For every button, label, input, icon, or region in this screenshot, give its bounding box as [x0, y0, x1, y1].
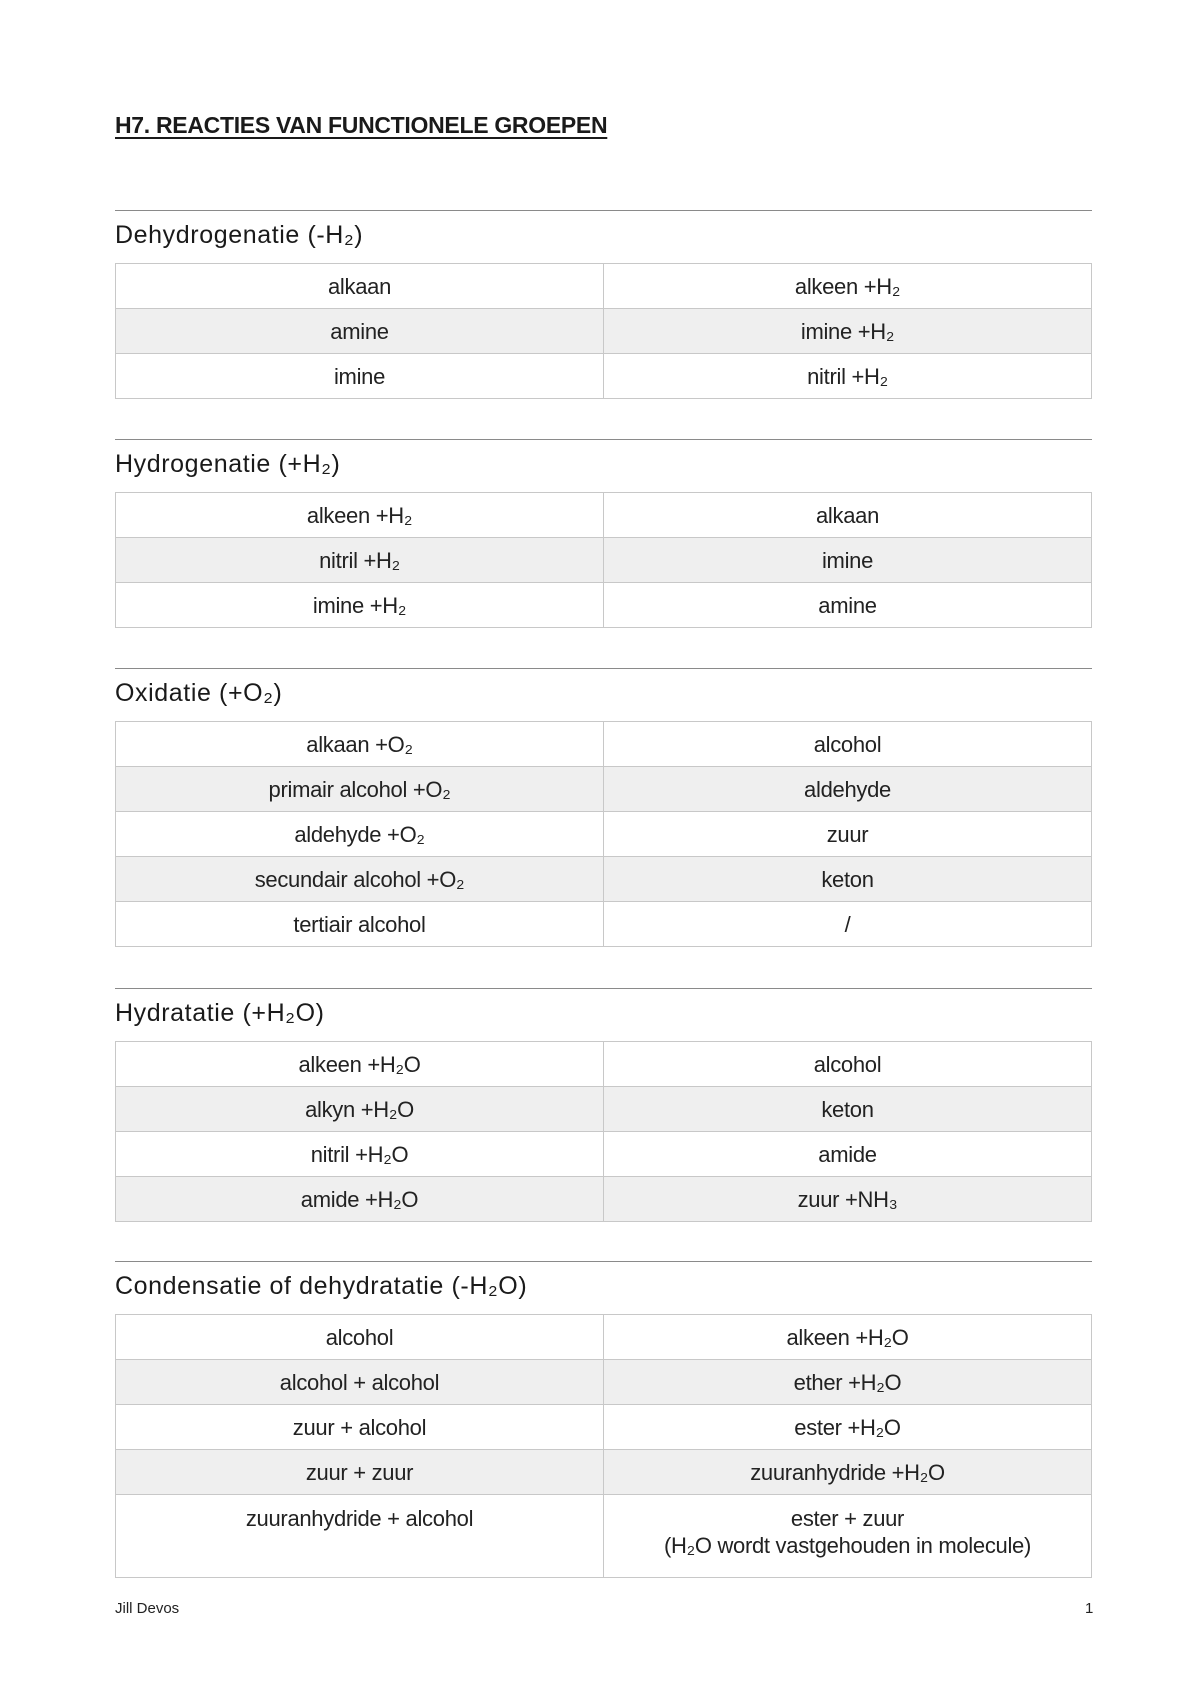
- product-cell: alcohol: [604, 1042, 1092, 1087]
- table-row: [116, 902, 1092, 947]
- product-cell: imine: [604, 538, 1092, 583]
- product-cell: [604, 1495, 1092, 1578]
- table-row: [116, 1177, 1092, 1222]
- product-cell: alkaan: [604, 493, 1092, 538]
- reactant-cell: nitril +H₂: [116, 538, 604, 583]
- reactant-cell: alkyn +H₂O: [116, 1087, 604, 1132]
- product-cell: alkeen +H₂: [604, 264, 1092, 309]
- product-cell: alkeen +H₂O: [604, 1315, 1092, 1360]
- section-hydratatie: [115, 988, 1092, 1222]
- table-row: [116, 722, 1092, 767]
- product-cell: nitril +H₂: [604, 354, 1092, 399]
- reactant-cell: primair alcohol +O₂: [116, 767, 604, 812]
- reaction-table: [115, 263, 1092, 399]
- reaction-table: [115, 1314, 1092, 1578]
- section-oxidatie: [115, 668, 1092, 947]
- table-row: [116, 309, 1092, 354]
- table-row: [116, 1042, 1092, 1087]
- section-heading: Hydrogenatie (+H₂): [115, 450, 341, 478]
- table-row: [116, 1132, 1092, 1177]
- section-heading: Dehydrogenatie (-H₂): [115, 221, 364, 249]
- reactant-cell: secundair alcohol +O₂: [116, 857, 604, 902]
- reactant-cell: amine: [116, 309, 604, 354]
- table-row: [116, 1360, 1092, 1405]
- product-cell: keton: [604, 857, 1092, 902]
- section-dehydrogenatie: [115, 210, 1092, 399]
- reactant-cell: alcohol: [116, 1315, 604, 1360]
- product-cell: zuuranhydride +H₂O: [604, 1450, 1092, 1495]
- reactant-cell: zuur + alcohol: [116, 1405, 604, 1450]
- reactant-cell: alcohol + alcohol: [116, 1360, 604, 1405]
- reactant-cell: imine: [116, 354, 604, 399]
- reactant-cell: zuur + zuur: [116, 1450, 604, 1495]
- reaction-table: [115, 721, 1092, 947]
- table-row: [116, 354, 1092, 399]
- product-cell: imine +H₂: [604, 309, 1092, 354]
- product-cell: ether +H₂O: [604, 1360, 1092, 1405]
- product-cell: /: [604, 902, 1092, 947]
- table-row: [116, 1405, 1092, 1450]
- product-cell: amine: [604, 583, 1092, 628]
- product-cell: ester +H₂O: [604, 1405, 1092, 1450]
- reactant-cell: amide +H₂O: [116, 1177, 604, 1222]
- table-row: [116, 583, 1092, 628]
- section-divider: [115, 668, 1092, 669]
- table-row: [116, 812, 1092, 857]
- table-row: [116, 1315, 1092, 1360]
- reactant-cell: tertiair alcohol: [116, 902, 604, 947]
- reaction-table: [115, 492, 1092, 628]
- product-cell: amide: [604, 1132, 1092, 1177]
- table-row: [116, 538, 1092, 583]
- section-divider: [115, 210, 1092, 211]
- section-condensatie: [115, 1261, 1092, 1578]
- table-row: [116, 857, 1092, 902]
- product-cell: zuur: [604, 812, 1092, 857]
- section-heading: Condensatie of dehydratatie (-H₂O): [115, 1272, 528, 1300]
- product-cell: alcohol: [604, 722, 1092, 767]
- section-divider: [115, 1261, 1092, 1262]
- reactant-cell: alkaan: [116, 264, 604, 309]
- reaction-table: [115, 1041, 1092, 1222]
- section-heading: Hydratatie (+H₂O): [115, 999, 325, 1027]
- reactant-cell: nitril +H₂O: [116, 1132, 604, 1177]
- table-row: [116, 1087, 1092, 1132]
- page-number: 1: [1085, 1600, 1094, 1617]
- reactant-cell: alkeen +H₂: [116, 493, 604, 538]
- section-hydrogenatie: [115, 439, 1092, 628]
- section-heading: Oxidatie (+O₂): [115, 679, 283, 707]
- table-row: [116, 767, 1092, 812]
- table-row: [116, 1495, 1092, 1578]
- product-cell: aldehyde: [604, 767, 1092, 812]
- reactant-cell: zuuranhydride + alcohol: [116, 1495, 604, 1578]
- product-text: ester + zuur: [790, 1506, 905, 1531]
- section-divider: [115, 988, 1092, 989]
- document-title: H7. REACTIES VAN FUNCTIONELE GROEPEN: [115, 112, 608, 138]
- table-row: [116, 493, 1092, 538]
- product-note: (H₂O wordt vastgehouden in molecule): [663, 1533, 1032, 1558]
- reactant-cell: alkeen +H₂O: [116, 1042, 604, 1087]
- product-cell: zuur +NH₃: [604, 1177, 1092, 1222]
- section-divider: [115, 439, 1092, 440]
- table-row: [116, 264, 1092, 309]
- reactant-cell: aldehyde +O₂: [116, 812, 604, 857]
- reactant-cell: imine +H₂: [116, 583, 604, 628]
- table-row: [116, 1450, 1092, 1495]
- product-cell: keton: [604, 1087, 1092, 1132]
- footer-author: Jill Devos: [115, 1600, 180, 1617]
- reactant-cell: alkaan +O₂: [116, 722, 604, 767]
